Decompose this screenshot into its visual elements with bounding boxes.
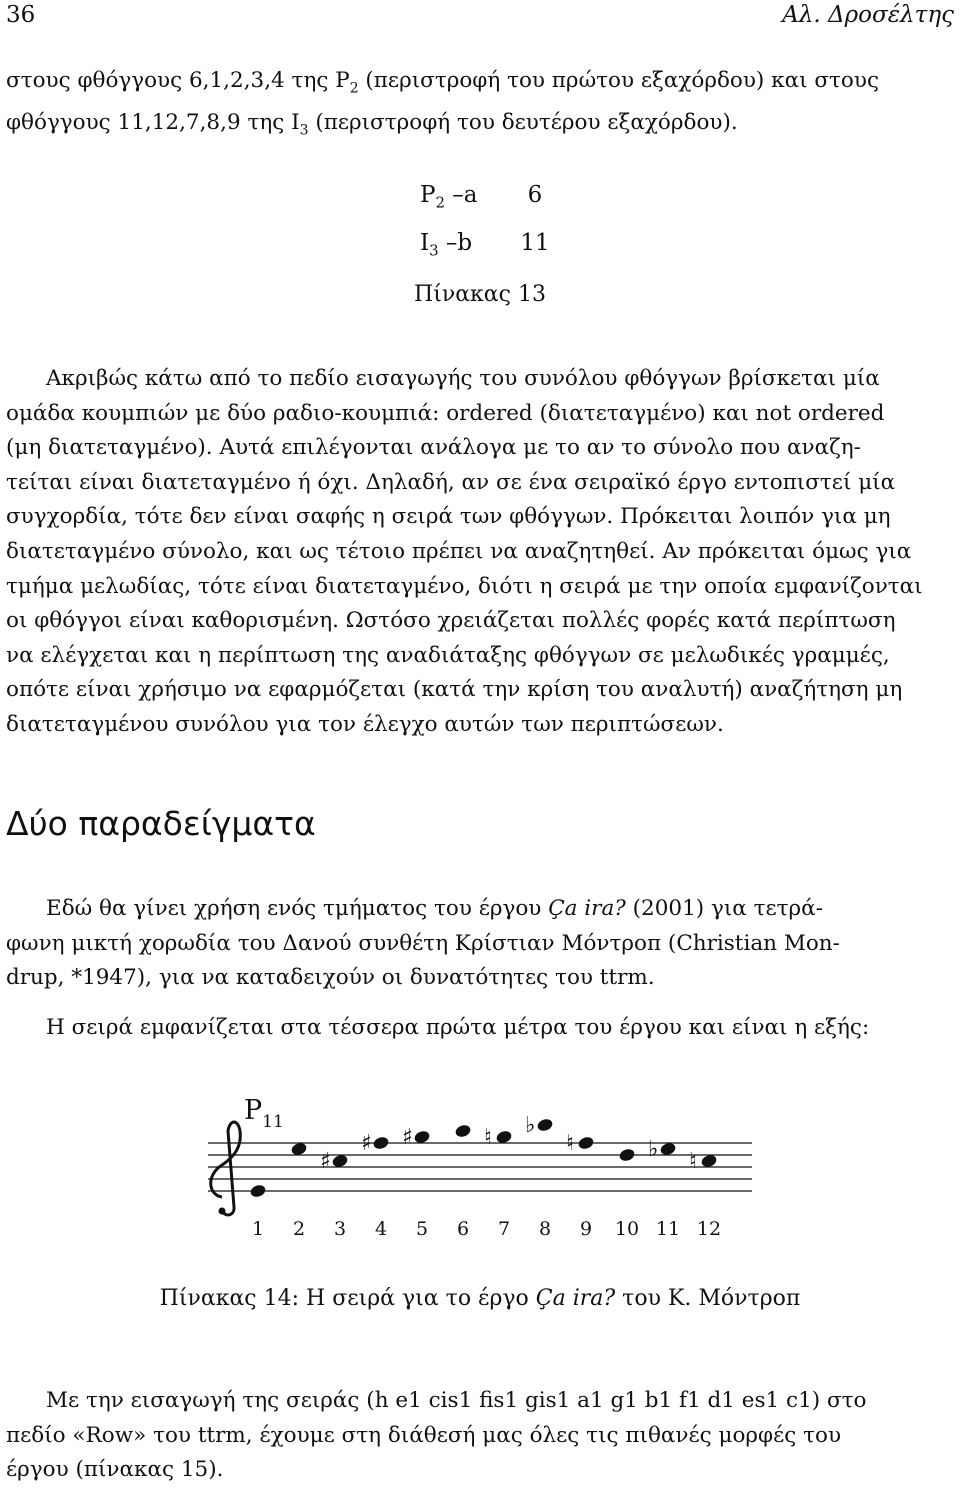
paragraph-line: πεδίο «Row» του ttrm, έχουμε στη διάθεσή μας όλες τις πιθανές μορφές του [6, 1422, 842, 1448]
note-head [249, 1183, 267, 1198]
row-label: $P_{11}$ [244, 1095, 284, 1132]
row-rotation-table [420, 175, 560, 270]
paragraph-line: διατεταγμένο σύνολο, και ως τέτοιο πρέπει να αναζητηθεί. Αν πρόκειται όμως για [6, 538, 912, 564]
score-svg [200, 1085, 760, 1255]
paragraph-line: οπότε είναι χρήσιμο να εφαρμόζεται (κατά την κρίση του αναλυτή) αναζήτηση μη [6, 677, 903, 703]
note-head [454, 1123, 472, 1138]
paragraph-line: Η σειρά εμφανίζεται στα τέσσερα πρώτα μέτρα του έργου και είναι η εξής: [46, 1015, 870, 1040]
note-numbers [252, 1218, 721, 1240]
table-row [420, 223, 560, 271]
music-score [200, 1085, 760, 1255]
example-paragraph-2 [6, 1011, 956, 1046]
paragraph-line: συγχορδία, τότε δεν είναι σαφής η σειρά των φθόγγων. Πρόκειται λοιπόν για μη [6, 504, 891, 530]
note-number: 11 [655, 1218, 681, 1240]
note-number: 9 [579, 1218, 593, 1240]
paragraph-line: διατεταγμένου συνόλου για τον έλεγχο αυτών των περιπτώσεων. [6, 711, 724, 737]
main-paragraph [6, 362, 956, 743]
note-number: 4 [374, 1218, 388, 1240]
accidental-sharp-icon: ♯ [320, 1149, 331, 1174]
accidental-flat-icon: ♭ [525, 1113, 536, 1138]
note-number: 2 [292, 1218, 306, 1240]
note-number: 7 [497, 1218, 511, 1240]
table-13-caption: Πίνακας 13 [414, 282, 546, 307]
row-value: 6 [527, 182, 543, 208]
accidental-flat-icon: ♭ [648, 1137, 659, 1162]
note-head [618, 1147, 636, 1162]
intro-subscript: 2 [349, 80, 359, 97]
accidental-sharp-icon: ♯ [361, 1131, 372, 1156]
paragraph-line: οι φθόγγοι είναι καθορισμένη. Ωστόσο χρειάζεται πολλές φορές κατά περίπτωση [6, 608, 896, 634]
intro-subscript: 3 [299, 122, 309, 139]
intro-paragraph [6, 64, 956, 148]
paragraph-line: Με την εισαγωγή της σειράς (h e1 cis1 fis1 gis1 a1 g1 b1 f1 d1 es1 c1) στο [46, 1388, 867, 1413]
notes [249, 1113, 718, 1199]
paragraph-text: Εδώ θα γίνει χρήση ενός τμήματος του έργου [46, 896, 549, 921]
note-head [372, 1135, 390, 1150]
closing-paragraph [6, 1384, 956, 1488]
accidental-natural-icon: ♮ [566, 1131, 574, 1156]
note-number: 8 [538, 1218, 552, 1240]
paragraph-line: φωνη μικτή χορωδία του Δανού συνθέτη Κρίστιαν Μόντροπ (Christian Mon- [6, 930, 840, 956]
section-heading: Δύο παραδείγματα [6, 804, 316, 843]
paragraph-line: έργου (πίνακας 15). [6, 1457, 224, 1483]
note-head [536, 1117, 554, 1132]
accidental-natural-icon: ♮ [484, 1125, 492, 1150]
intro-text: φθόγγους 11,12,7,8,9 της I [6, 109, 300, 135]
paragraph-line: τμήμα μελωδίας, τότε είναι διατεταγμένο, διότι η σειρά με την οποία εμφανίζονται [6, 573, 923, 599]
table-14-caption: Πίνακας 14: Η σειρά για το έργο Ça ira? του Κ. Μόντροπ [159, 1286, 801, 1311]
intro-text: (περιστροφή του πρώτου εξαχόρδου) και στους [358, 68, 879, 93]
paragraph-text: (2001) για τετρά- [625, 896, 823, 921]
row-label: $I_3$ –b [420, 229, 473, 260]
example-paragraph [6, 892, 956, 996]
paragraph-line: τείται είναι διατεταγμένο ή όχι. Δηλαδή, αν σε ένα σειραϊκό έργο εντοπιστεί μία [6, 469, 896, 495]
intro-text: στους φθόγγους 6,1,2,3,4 της P [6, 68, 350, 93]
work-title: Ça ira? [535, 1286, 616, 1311]
row-value: 11 [520, 229, 550, 256]
paragraph-line: Ακριβώς κάτω από το πεδίο εισαγωγής του συνόλου φθόγγων βρίσκεται μία [46, 366, 880, 391]
row-label: $P_2$ –a [420, 182, 478, 212]
accidental-sharp-icon: ♯ [402, 1125, 413, 1150]
paragraph-line: (μη διατεταγμένο). Αυτά επιλέγονται ανάλογα με το αν το σύνολο που αναζη- [6, 435, 861, 461]
note-number: 10 [614, 1218, 640, 1240]
note-number: 5 [415, 1218, 429, 1240]
note-number: 1 [251, 1218, 265, 1240]
paragraph-line: να ελέγχεται και η περίπτωση της αναδιάταξης φθόγγων σε μελωδικές γραμμές, [6, 642, 890, 668]
paragraph-line: ομάδα κουμπιών με δύο ραδιο-κουμπιά: ordered (διατεταγμένο) και not ordered [6, 400, 885, 426]
page-number: 36 [6, 2, 36, 28]
running-header-author: Αλ. Δροσέλτης [782, 2, 954, 28]
table-row [420, 175, 560, 223]
note-number: 6 [456, 1218, 470, 1240]
intro-text: (περιστροφή του δευτέρου εξαχόρδου). [308, 109, 738, 135]
accidental-natural-icon: ♮ [689, 1149, 697, 1174]
note-head [577, 1135, 595, 1150]
treble-clef-icon [211, 1122, 241, 1215]
note-number: 3 [333, 1218, 347, 1240]
paragraph-line: drup, *1947), για να καταδειχούν οι δυνατότητες του ttrm. [6, 965, 655, 991]
note-number: 12 [696, 1218, 722, 1240]
work-title: Ça ira? [548, 896, 626, 921]
